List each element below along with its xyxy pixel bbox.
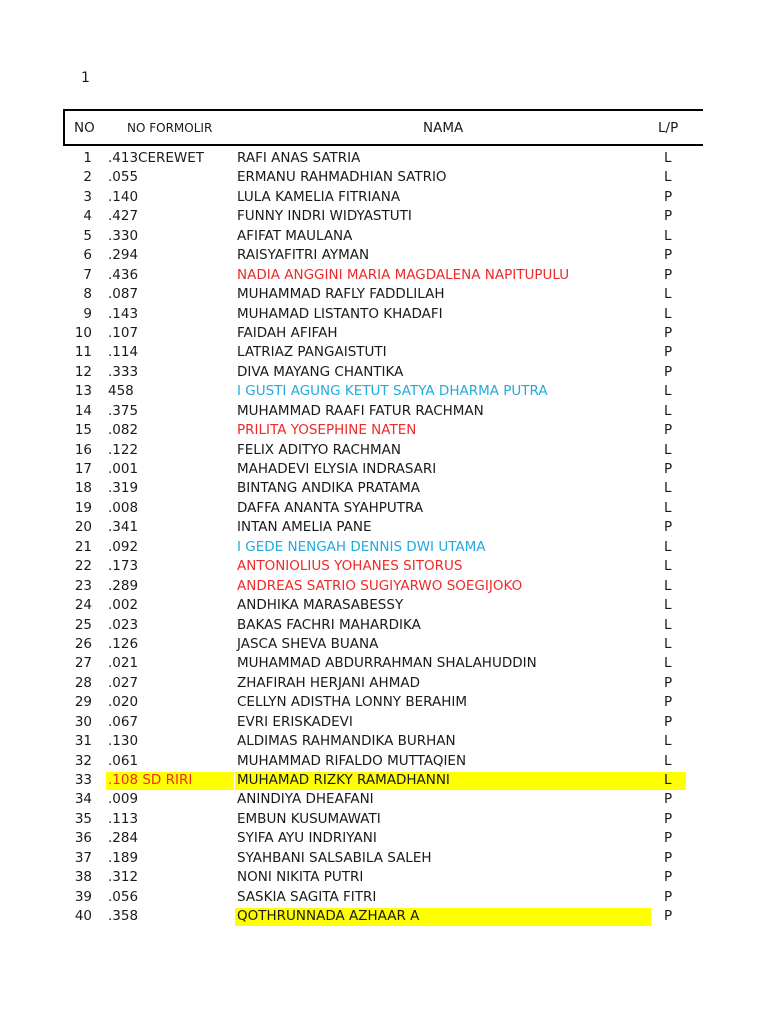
table-row xyxy=(0,188,768,207)
table-row xyxy=(0,324,768,343)
row-form-number: .312 xyxy=(108,869,139,886)
row-gender: L xyxy=(664,577,672,594)
table-row xyxy=(0,713,768,732)
row-number: 1 xyxy=(83,150,92,166)
row-name: BINTANG ANDIKA PRATAMA xyxy=(237,480,420,497)
row-gender: L xyxy=(664,441,672,458)
table-row xyxy=(0,577,768,596)
row-name: ERMANU RAHMADHIAN SATRIO xyxy=(237,169,447,186)
table-row xyxy=(0,149,768,168)
row-name: MUHAMMAD ABDURRAHMAN SHALAHUDDIN xyxy=(237,655,537,672)
row-number: 37 xyxy=(74,849,92,866)
row-gender: P xyxy=(664,266,673,283)
table-row xyxy=(0,382,768,401)
row-name: CELLYN ADISTHA LONNY BERAHIM xyxy=(237,694,467,711)
row-name: FUNNY INDRI WIDYASTUTI xyxy=(237,208,412,225)
row-form-number: .330 xyxy=(108,227,139,244)
row-number: 7 xyxy=(83,266,92,283)
row-form-number: .114 xyxy=(108,344,139,361)
row-gender: P xyxy=(664,344,673,361)
table-row xyxy=(0,674,768,693)
row-form-number: .341 xyxy=(108,519,139,536)
row-name: MUHAMAD RIZKY RAMADHANNI xyxy=(237,772,450,788)
row-name: ALDIMAS RAHMANDIKA BURHAN xyxy=(237,733,456,750)
row-gender: P xyxy=(664,713,673,730)
table-row xyxy=(0,596,768,615)
row-form-number: .082 xyxy=(108,422,139,439)
table-row xyxy=(0,227,768,246)
row-name: RAISYAFITRI AYMAN xyxy=(237,247,370,264)
row-gender: L xyxy=(664,655,672,672)
table-row xyxy=(0,557,768,576)
row-gender: L xyxy=(664,752,672,769)
table-body xyxy=(0,149,768,927)
page-number: 1 xyxy=(81,70,90,86)
row-form-number: .092 xyxy=(108,538,139,555)
table-row xyxy=(0,654,768,673)
row-number: 16 xyxy=(74,441,92,458)
row-form-number: .284 xyxy=(108,830,139,847)
row-name: EMBUN KUSUMAWATI xyxy=(237,810,381,827)
row-number: 12 xyxy=(74,363,92,380)
row-gender: P xyxy=(664,324,673,341)
row-gender: L xyxy=(664,305,672,322)
table-row xyxy=(0,829,768,848)
table-row xyxy=(0,421,768,440)
row-name: LATRIAZ PANGAISTUTI xyxy=(237,344,387,361)
row-number: 25 xyxy=(74,616,92,633)
table-row xyxy=(0,402,768,421)
row-gender: P xyxy=(664,363,673,380)
row-name: FAIDAH AFIFAH xyxy=(237,324,338,341)
row-number: 26 xyxy=(74,635,92,652)
table-row xyxy=(0,441,768,460)
row-name: MUHAMMAD RIFALDO MUTTAQIEN xyxy=(237,752,467,769)
row-name: FELIX ADITYO RACHMAN xyxy=(237,441,402,458)
row-name: MUHAMMAD RAAFI FATUR RACHMAN xyxy=(237,402,484,419)
row-gender: L xyxy=(664,499,672,516)
table-row xyxy=(0,616,768,635)
row-form-number: .008 xyxy=(108,499,139,516)
row-form-number: .020 xyxy=(108,694,139,711)
row-form-number: .375 xyxy=(108,402,139,419)
table-row xyxy=(0,888,768,907)
row-number: 20 xyxy=(74,519,92,536)
table-row xyxy=(0,538,768,557)
table-row xyxy=(0,635,768,654)
row-number: 15 xyxy=(74,422,92,439)
row-form-number: .009 xyxy=(108,791,139,808)
row-name: ANDREAS SATRIO SUGIYARWO SOEGIJOKO xyxy=(237,577,523,594)
row-gender: P xyxy=(664,849,673,866)
row-number: 4 xyxy=(83,208,92,225)
row-gender: L xyxy=(664,772,672,788)
row-number: 14 xyxy=(74,402,92,419)
row-name: INTAN AMELIA PANE xyxy=(237,519,372,536)
row-number: 9 xyxy=(83,305,92,322)
row-name: RAFI ANAS SATRIA xyxy=(237,150,361,166)
row-gender: L xyxy=(664,733,672,750)
row-form-number: .140 xyxy=(108,188,139,205)
row-form-number: .189 xyxy=(108,849,139,866)
row-number: 11 xyxy=(74,344,92,361)
row-gender: L xyxy=(664,402,672,419)
row-name: SASKIA SAGITA FITRI xyxy=(237,888,377,905)
row-gender: P xyxy=(664,247,673,264)
row-name: NONI NIKITA PUTRI xyxy=(237,869,364,886)
row-number: 36 xyxy=(74,830,92,847)
row-number: 23 xyxy=(74,577,92,594)
row-form-number: .413CEREWET xyxy=(108,150,205,166)
table-row xyxy=(0,810,768,829)
header-no: NO xyxy=(74,120,95,136)
row-name: ANDHIKA MARASABESSY xyxy=(237,597,404,614)
row-form-number: .122 xyxy=(108,441,139,458)
row-form-number: .061 xyxy=(108,752,139,769)
row-gender: P xyxy=(664,519,673,536)
row-form-number: .113 xyxy=(108,810,139,827)
row-name: SYAHBANI SALSABILA SALEH xyxy=(237,849,432,866)
row-name: MAHADEVI ELYSIA INDRASARI xyxy=(237,461,437,477)
row-number: 30 xyxy=(74,713,92,730)
row-number: 40 xyxy=(74,908,92,925)
row-gender: L xyxy=(664,286,672,303)
row-form-number: .056 xyxy=(108,888,139,905)
table-row xyxy=(0,907,768,926)
header-lp: L/P xyxy=(658,120,679,136)
table-row xyxy=(0,246,768,265)
row-name: BAKAS FACHRI MAHARDIKA xyxy=(237,616,421,633)
row-form-number: .023 xyxy=(108,616,139,633)
row-number: 19 xyxy=(74,499,92,516)
row-form-number: .108 SD RIRI xyxy=(108,772,193,788)
header-no-formolir: NO FORMOLIR xyxy=(127,121,213,135)
row-name: I GUSTI AGUNG KETUT SATYA DHARMA PUTRA xyxy=(237,383,548,400)
row-name: SYIFA AYU INDRIYANI xyxy=(237,830,377,847)
row-gender: P xyxy=(664,674,673,691)
row-gender: P xyxy=(664,422,673,439)
row-form-number: .001 xyxy=(108,461,139,477)
table-row xyxy=(0,363,768,382)
row-name: LULA KAMELIA FITRIANA xyxy=(237,188,401,205)
row-name: MUHAMAD LISTANTO KHADAFI xyxy=(237,305,443,322)
row-form-number: 458 xyxy=(108,383,134,400)
table-row xyxy=(0,752,768,771)
table-row xyxy=(0,499,768,518)
table-row xyxy=(0,305,768,324)
row-form-number: .294 xyxy=(108,247,139,264)
row-name: JASCA SHEVA BUANA xyxy=(237,635,379,652)
row-form-number: .067 xyxy=(108,713,139,730)
row-form-number: .173 xyxy=(108,558,139,575)
row-gender: P xyxy=(664,461,673,477)
row-gender: P xyxy=(664,694,673,711)
row-number: 22 xyxy=(74,558,92,575)
row-number: 24 xyxy=(74,597,92,614)
row-number: 32 xyxy=(74,752,92,769)
table-row xyxy=(0,168,768,187)
table-row xyxy=(0,771,768,790)
row-form-number: .333 xyxy=(108,363,139,380)
row-number: 21 xyxy=(74,538,92,555)
row-gender: L xyxy=(664,480,672,497)
row-name: DIVA MAYANG CHANTIKA xyxy=(237,363,404,380)
row-form-number: .319 xyxy=(108,480,139,497)
table-row xyxy=(0,849,768,868)
row-gender: L xyxy=(664,538,672,555)
table-row xyxy=(0,479,768,498)
row-number: 10 xyxy=(74,324,92,341)
row-number: 13 xyxy=(74,383,92,400)
row-form-number: .143 xyxy=(108,305,139,322)
row-gender: P xyxy=(664,208,673,225)
row-number: 17 xyxy=(74,461,92,477)
row-gender: P xyxy=(664,810,673,827)
row-name: QOTHRUNNADA AZHAAR A xyxy=(237,908,420,925)
row-gender: L xyxy=(664,150,672,166)
row-number: 31 xyxy=(74,733,92,750)
row-name: MUHAMMAD RAFLY FADDLILAH xyxy=(237,286,445,303)
table-row xyxy=(0,460,768,479)
row-form-number: .021 xyxy=(108,655,139,672)
row-gender: P xyxy=(664,869,673,886)
row-gender: L xyxy=(664,383,672,400)
row-name: ANINDIYA DHEAFANI xyxy=(237,791,374,808)
row-gender: L xyxy=(664,558,672,575)
row-form-number: .087 xyxy=(108,286,139,303)
row-form-number: .107 xyxy=(108,324,139,341)
row-form-number: .002 xyxy=(108,597,139,614)
row-name: AFIFAT MAULANA xyxy=(237,227,353,244)
row-name: ANTONIOLIUS YOHANES SITORUS xyxy=(237,558,463,575)
row-form-number: .130 xyxy=(108,733,139,750)
row-number: 8 xyxy=(83,286,92,303)
row-number: 28 xyxy=(74,674,92,691)
row-number: 3 xyxy=(83,188,92,205)
row-name: DAFFA ANANTA SYAHPUTRA xyxy=(237,499,424,516)
row-number: 6 xyxy=(83,247,92,264)
row-number: 18 xyxy=(74,480,92,497)
row-number: 35 xyxy=(74,810,92,827)
row-number: 2 xyxy=(83,169,92,186)
table-row xyxy=(0,207,768,226)
row-number: 34 xyxy=(74,791,92,808)
row-form-number: .055 xyxy=(108,169,139,186)
row-form-number: .289 xyxy=(108,577,139,594)
table-row xyxy=(0,868,768,887)
row-gender: P xyxy=(664,791,673,808)
row-name: ZHAFIRAH HERJANI AHMAD xyxy=(237,674,420,691)
row-number: 33 xyxy=(74,772,92,788)
row-number: 39 xyxy=(74,888,92,905)
row-gender: L xyxy=(664,597,672,614)
table-row xyxy=(0,343,768,362)
row-gender: L xyxy=(664,616,672,633)
row-form-number: .027 xyxy=(108,674,139,691)
table-row xyxy=(0,266,768,285)
row-name: I GEDE NENGAH DENNIS DWI UTAMA xyxy=(237,538,486,555)
row-gender: P xyxy=(664,908,673,925)
row-gender: P xyxy=(664,888,673,905)
row-form-number: .358 xyxy=(108,908,139,925)
table-row xyxy=(0,732,768,751)
row-form-number: .436 xyxy=(108,266,139,283)
row-name: PRILITA YOSEPHINE NATEN xyxy=(237,422,417,439)
row-name: EVRI ERISKADEVI xyxy=(237,713,353,730)
row-form-number: .126 xyxy=(108,635,139,652)
table-row xyxy=(0,285,768,304)
row-gender: P xyxy=(664,830,673,847)
row-number: 29 xyxy=(74,694,92,711)
row-gender: L xyxy=(664,635,672,652)
header-nama: NAMA xyxy=(423,120,464,136)
row-gender: L xyxy=(664,169,672,186)
table-row xyxy=(0,518,768,537)
row-gender: L xyxy=(664,227,672,244)
row-form-number: .427 xyxy=(108,208,139,225)
row-number: 27 xyxy=(74,655,92,672)
row-name: NADIA ANGGINI MARIA MAGDALENA NAPITUPULU xyxy=(237,266,570,283)
table-row xyxy=(0,693,768,712)
row-gender: P xyxy=(664,188,673,205)
row-number: 38 xyxy=(74,869,92,886)
row-number: 5 xyxy=(83,227,92,244)
table-row xyxy=(0,790,768,809)
